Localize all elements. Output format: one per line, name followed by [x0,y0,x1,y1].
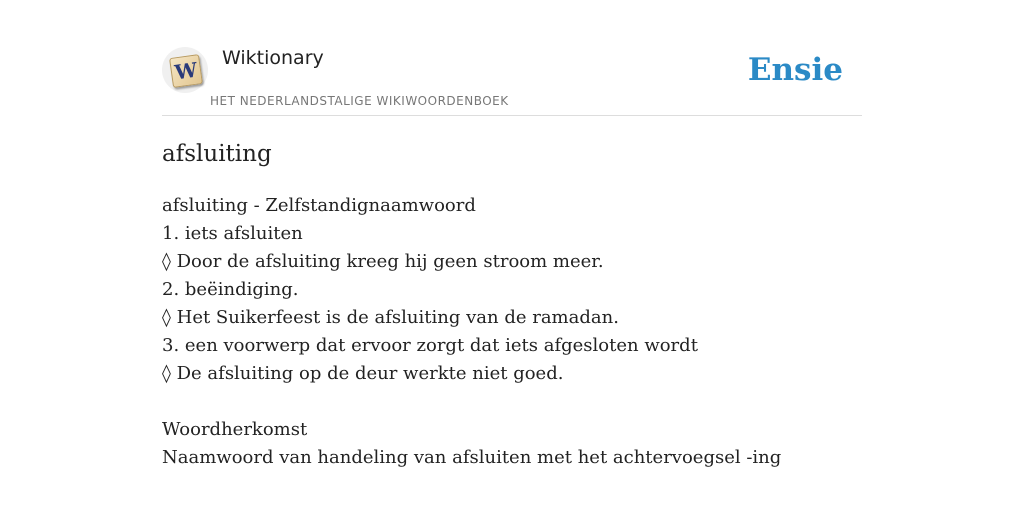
logo-letter: W [173,57,199,85]
etymology-heading: Woordherkomst [162,419,308,440]
ensie-brand-link[interactable]: Ensie [747,52,843,88]
wiktionary-logo-icon[interactable] [162,47,208,93]
page-title: afsluiting [162,141,272,167]
sense-example: ◊ Het Suikerfeest is de afsluiting van de ramadan. [162,307,619,328]
sense-example: ◊ Door de afsluiting kreeg hij geen stroom meer. [162,251,604,272]
entry-heading: afsluiting - Zelfstandignaamwoord [162,195,476,216]
logo-tile [169,54,203,88]
sense-definition: 2. beëindiging. [162,279,299,300]
dictionary-entry [162,192,862,472]
site-header [162,0,862,116]
sense-definition: 1. iets afsluiten [162,223,303,244]
spacer [162,388,862,416]
sense-definition: 3. een voorwerp dat ervoor zorgt dat iets afgesloten wordt [162,335,698,356]
sense-example: ◊ De afsluiting op de deur werkte niet goed. [162,363,564,384]
etymology-text: Naamwoord van handeling van afsluiten met het achtervoegsel -ing [162,447,782,468]
site-name[interactable]: Wiktionary [222,47,324,69]
page-container [162,0,862,512]
site-tagline: HET NEDERLANDSTALIGE WIKIWOORDENBOEK [210,94,509,108]
